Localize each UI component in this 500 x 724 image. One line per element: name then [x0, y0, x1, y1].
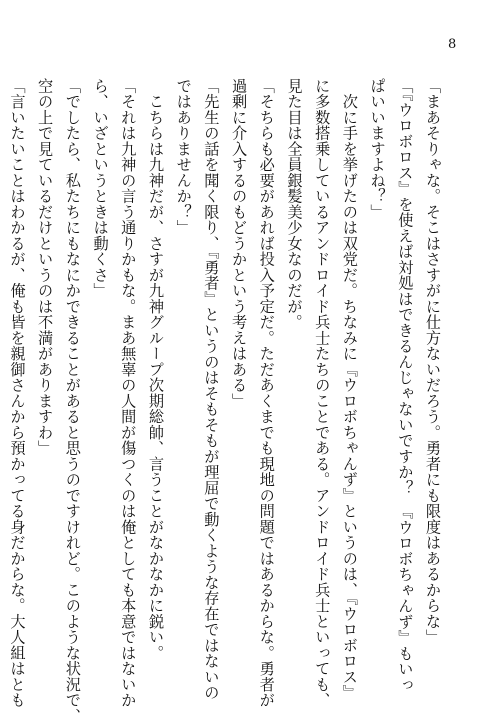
text-line: ぱいいますよね？」 [368, 78, 387, 220]
text-line: ら、いざというときは動くさ」 [91, 78, 110, 299]
text-line: 「言いたいことはわかるが、俺も皆を親御さんから預かってる身だからな。大人組はとも [8, 78, 27, 708]
text-line: 見た目は全員銀髪美少女なのだが。 [285, 78, 304, 330]
text-line: 「でしたら、私たちにもなにかできることがあると思うのですけれど。このような状況で、 [63, 78, 82, 724]
text-line: 「『ウロボロス』を使えば対処はできるんじゃないですか？ 『ウロボちゃんず』もいっ [396, 78, 415, 693]
text-line: こちらは九神だが、さすが九神グループ次期総帥、言うことがなかなかに鋭い。 [146, 78, 165, 661]
text-line: 「まあそりゃな。そこはさすがに仕方ないだろう。勇者にも限度はあるからな」 [424, 78, 442, 645]
text-line: 過剰に介入するのもどうかという考えはある」 [230, 78, 249, 409]
vertical-text-body [8, 78, 446, 724]
text-line: 空の上で見ているだけというのは不満がありますわ」 [36, 78, 55, 456]
page-number: 8 [448, 37, 457, 52]
text-line: 「先生の話を聞く限り、『勇者』というのはそもそもが理屈で動くような存在ではないの [202, 78, 221, 701]
text-line: 「それは九神の言う通りかもな。まあ無辜の人間が傷つくのは俺としても本意ではないか [119, 78, 138, 708]
text-line: 次に手を挙げたのは双党だ。ちなみに『ウロボちゃんず』というのは、『ウロボロス』 [340, 78, 359, 701]
text-line: に多数搭乗しているアンドロイド兵士たちのことである。アンドロイド兵士といっても、 [313, 78, 332, 708]
text-line: ではありませんか？」 [174, 78, 193, 236]
text-line: 「そちらも必要があれば投入予定だ。ただあくまでも現地の問題ではあるからな。勇者が [257, 78, 276, 708]
